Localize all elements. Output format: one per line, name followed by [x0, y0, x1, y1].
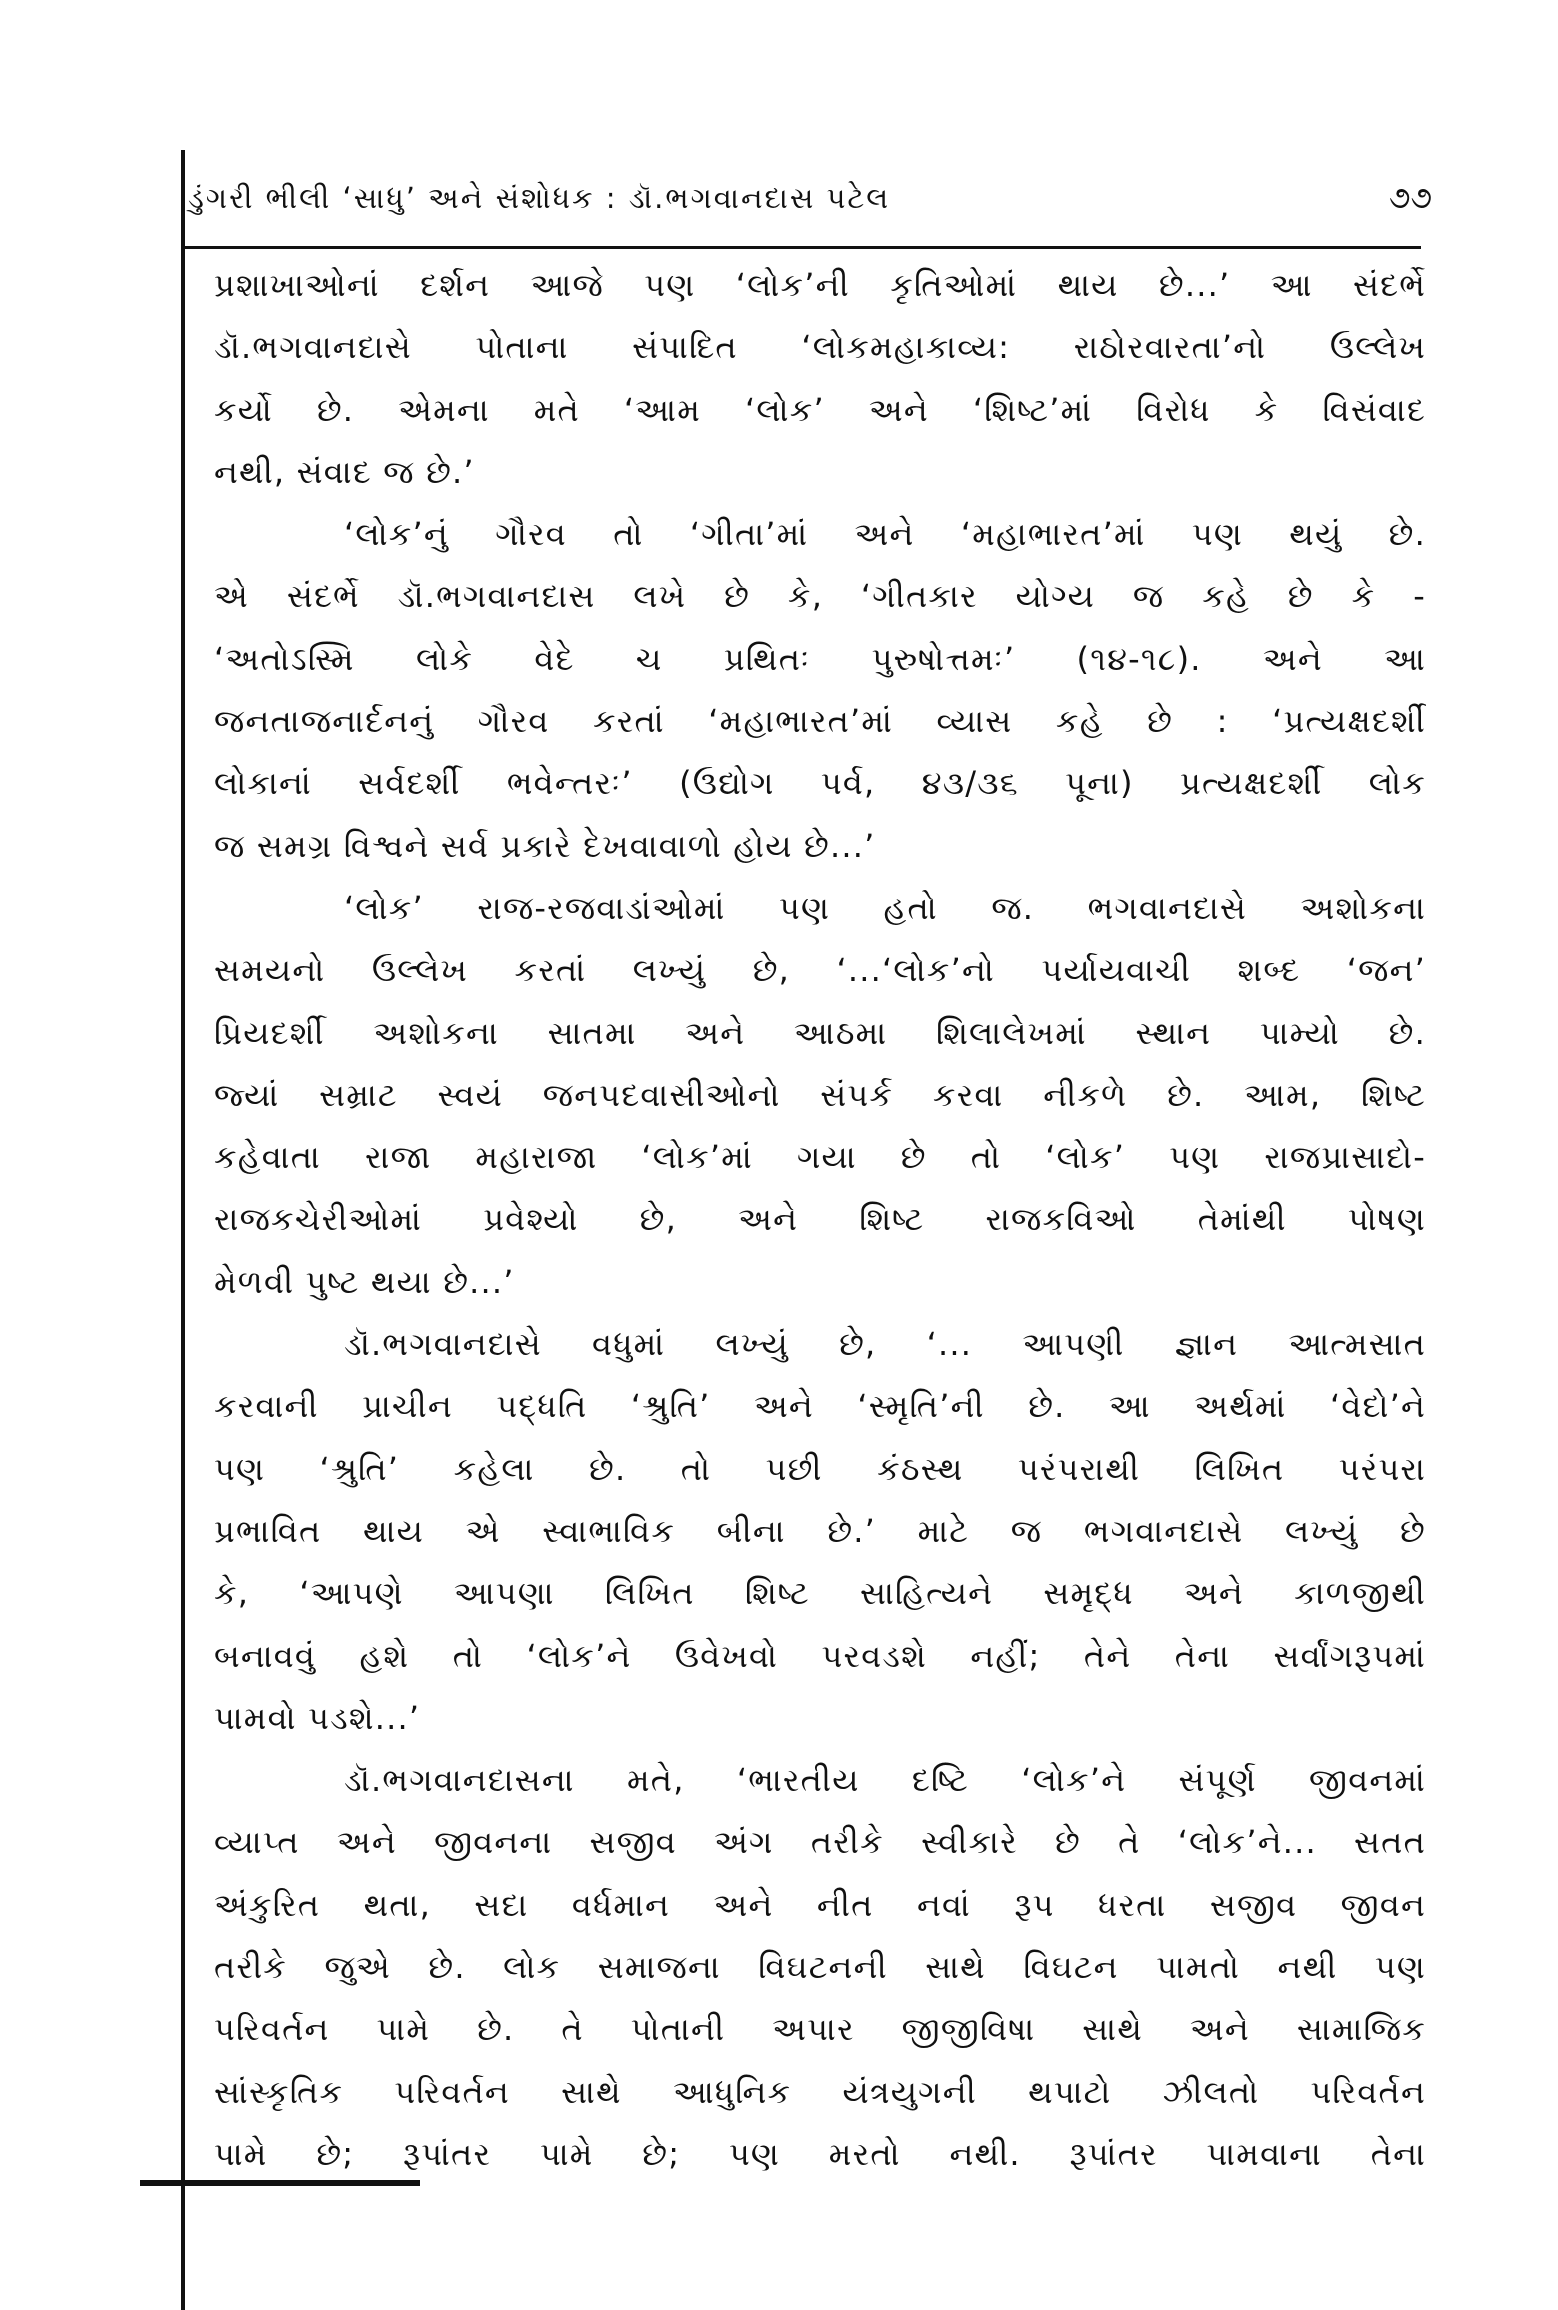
text-line: પામે છે; રૂપાંતર પામે છે; પણ મરતો નથી. રૂપાંતર પામવાના તેના — [214, 2134, 1426, 2173]
text-line: પણ ‘શ્રુતિ’ કહેલા છે. તો પછી કંઠસ્થ પરંપરાથી લિખિત પરંપરા — [214, 1449, 1426, 1488]
running-header: ડુંગરી ભીલી ‘સાધુ’ અને સંશોધક : ડૉ.ભગવાનદાસ પટેલ — [188, 181, 891, 215]
paragraph-start-line: ડૉ.ભગવાનદાસના મતે, ‘ભારતીય દષ્ટિ ‘લોક’ને સંપૂર્ણ જીવનમાં — [344, 1761, 1426, 1800]
text-line: લોકાનાં સર્વદર્શી ભવેન્તરઃ’ (ઉદ્યોગ પર્વ, ૪૩/૩૬ પૂના) પ્રત્યક્ષદર્શી લોક — [214, 764, 1426, 803]
text-line: જનતાજનાર્દનનું ગૌરવ કરતાં ‘મહાભારત’માં વ્યાસ કહે છે : ‘પ્રત્યક્ષદર્શી — [214, 702, 1426, 741]
header-rule — [181, 246, 1421, 249]
text-line: જ્યાં સમ્રાટ સ્વયં જનપદવાસીઓનો સંપર્ક કરવા નીકળે છે. આમ, શિષ્ટ — [214, 1075, 1426, 1114]
text-line: રાજકચેરીઓમાં પ્રવેશ્યો છે, અને શિષ્ટ રાજકવિઓ તેમાંથી પોષણ — [214, 1200, 1426, 1239]
text-line: સાંસ્કૃતિક પરિવર્તન સાથે આધુનિક યંત્રયુગની થપાટો ઝીલતો પરિવર્તન — [214, 2072, 1426, 2111]
page-number: ૭૭ — [1388, 180, 1432, 216]
text-line: કે, ‘આપણે આપણા લિખિત શિષ્ટ સાહિત્યને સમૃદ્ધ અને કાળજીથી — [214, 1574, 1426, 1613]
paragraph-start-line: ‘લોક’નું ગૌરવ તો ‘ગીતા’માં અને ‘મહાભારત’માં પણ થયું છે. — [344, 515, 1426, 554]
text-line: એ સંદર્ભે ડૉ.ભગવાનદાસ લખે છે કે, ‘ગીતકાર યોગ્ય જ કહે છે કે - — [214, 577, 1426, 616]
paragraph-start-line: ડૉ.ભગવાનદાસે વધુમાં લખ્યું છે, ‘... આપણી જ્ઞાન આત્મસાત — [344, 1325, 1426, 1364]
text-line: બનાવવું હશે તો ‘લોક’ને ઉવેખવો પરવડશે નહીં; તેને તેના સર્વાંગરૂપમાં — [214, 1636, 1426, 1675]
footer-rule — [140, 2180, 420, 2186]
text-line: કરવાની પ્રાચીન પદ્ધતિ ‘શ્રુતિ’ અને ‘સ્મૃતિ’ની છે. આ અર્થમાં ‘વેદો’ને — [214, 1387, 1426, 1426]
text-line: પામવો પડશે...’ — [214, 1698, 421, 1737]
text-line: પ્રશાખાઓનાં દર્શન આજે પણ ‘લોક’ની કૃતિઓમાં થાય છે...’ આ સંદર્ભે — [214, 266, 1426, 304]
text-line: તરીકે જુએ છે. લોક સમાજના વિઘટનની સાથે વિઘટન પામતો નથી પણ — [214, 1948, 1426, 1987]
text-line: અંકુરિત થતા, સદા વર્ધમાન અને નીત નવાં રૂપ ધરતા સજીવ જીવન — [214, 1885, 1426, 1924]
text-line: જ સમગ્ર વિશ્વને સર્વ પ્રકારે દેખવાવાળો હોય છે...’ — [214, 826, 876, 865]
text-line: પ્રિયદર્શી અશોકના સાતમા અને આઠમા શિલાલેખમાં સ્થાન પામ્યો છે. — [214, 1013, 1426, 1052]
text-line: પ્રભાવિત થાય એ સ્વાભાવિક બીના છે.’ માટે જ ભગવાનદાસે લખ્યું છે — [214, 1511, 1426, 1550]
text-line: નથી, સંવાદ જ છે.’ — [214, 452, 475, 491]
left-margin-rule — [181, 150, 185, 2310]
text-line: પરિવર્તન પામે છે. તે પોતાની અપાર જીજીવિષા સાથે અને સામાજિક — [214, 2010, 1426, 2049]
text-line: સમયનો ઉલ્લેખ કરતાં લખ્યું છે, ‘...‘લોક’નો પર્યાયવાચી શબ્દ ‘જન’ — [214, 951, 1426, 990]
paragraph-start-line: ‘લોક’ રાજ-રજવાડાંઓમાં પણ હતો જ. ભગવાનદાસે અશોકના — [344, 888, 1426, 927]
text-line: ડૉ.ભગવાનદાસે પોતાના સંપાદિત ‘લોકમહાકાવ્ય: રાઠોરવારતા’નો ઉલ્લેખ — [214, 328, 1426, 367]
body-text — [214, 254, 1426, 2185]
text-line: મેળવી પુષ્ટ થયા છે...’ — [214, 1262, 515, 1301]
text-line: ‘અતોઽસ્મિ લોકે વેદે ચ પ્રથિતઃ પુરુષોત્તમઃ’ (૧૪-૧૮). અને આ — [214, 639, 1426, 678]
text-line: કર્યો છે. એમના મતે ‘આમ ‘લોક’ અને ‘શિષ્ટ’માં વિરોધ કે વિસંવાદ — [214, 390, 1426, 429]
text-line: કહેવાતા રાજા મહારાજા ‘લોક’માં ગયા છે તો ‘લોક’ પણ રાજપ્રાસાદો- — [214, 1138, 1426, 1177]
text-line: વ્યાપ્ત અને જીવનના સજીવ અંગ તરીકે સ્વીકારે છે તે ‘લોક’ને... સતત — [214, 1823, 1426, 1862]
